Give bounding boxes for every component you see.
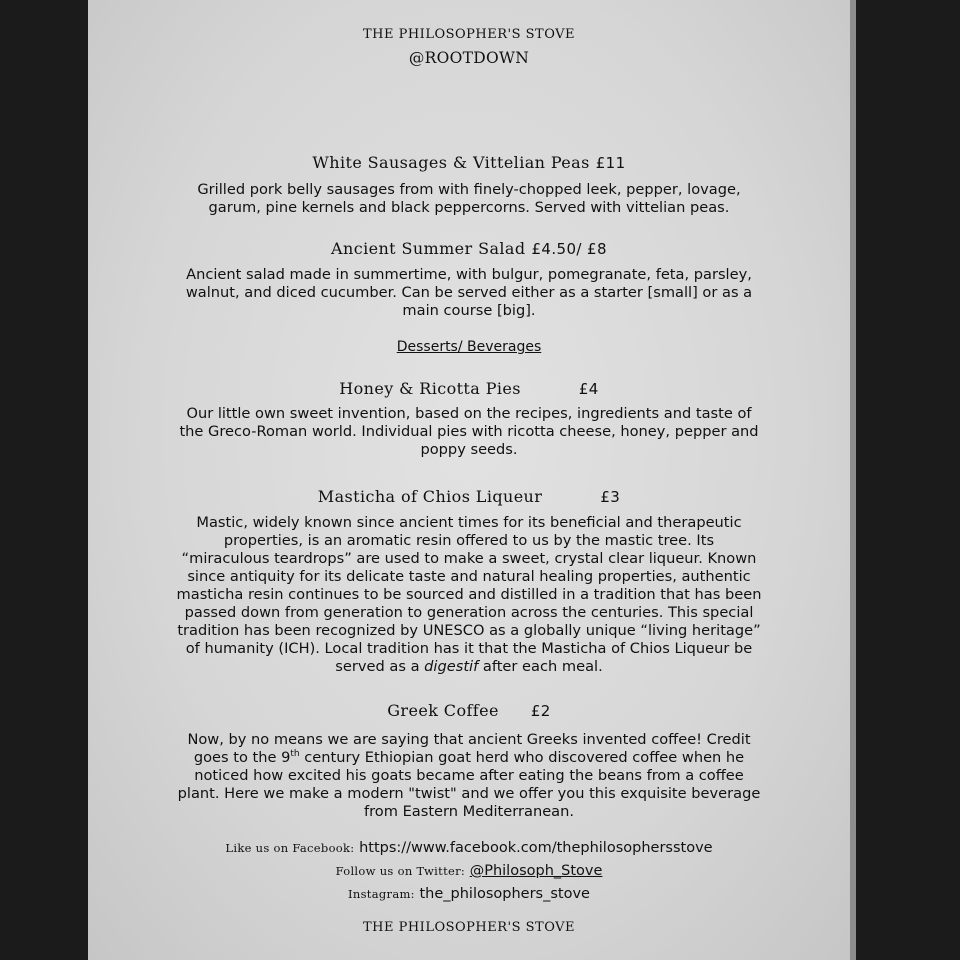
item-description-line: tradition has been recognized by UNESCO as a globally unique “living heritage” [177,622,761,639]
paper-edge [850,0,856,960]
item-description-line: passed down from generation to generation across the centuries. This special [184,604,754,621]
item-title [88,153,850,172]
item-price: £11 [595,154,626,172]
item-title [88,379,850,398]
item-title [88,239,850,258]
item-description-line: properties, is an aromatic resin offered to us by the mastic tree. Its [223,532,715,549]
text-run: goes to the 9 [193,749,291,766]
text-run: served as a [335,658,425,675]
item-price: £4.50/ £8 [531,240,607,258]
item-description-line: the Greco-Roman world. Individual pies with ricotta cheese, honey, pepper and [179,423,759,440]
item-description-line: “miraculous teardrops” are used to make a sweet, crystal clear liqueur. Known [181,550,757,567]
item-description-line: walnut, and diced cucumber. Can be served either as a starter [small] or as a [185,284,753,301]
item-description-line: of humanity (ICH). Local tradition has it that the Masticha of Chios Liqueur be [185,640,753,657]
text-run: century Ethiopian goat herd who discovered coffee when he [299,749,745,766]
item-title [88,701,850,720]
item-description-line [88,749,850,767]
item-description-line: garum, pine kernels and black peppercorns. Served with vittelian peas. [208,199,730,216]
item-description-line: since antiquity for its delicate taste and natural healing properties, authentic [187,568,751,585]
text-run: after each meal. [478,658,603,675]
item-price: £4 [578,380,599,398]
item-price: £3 [600,488,621,506]
facebook-label: Like us on Facebook: [225,841,355,855]
header-brand: THE PHILOSOPHER'S STOVE [362,27,576,42]
item-name: Honey & Ricotta Pies [339,379,521,398]
item-price: £2 [530,702,551,720]
item-description-line: plant. Here we make a modern "twist" and we offer you this exquisite beverage [177,785,761,802]
item-description-line [88,658,850,676]
item-name: Masticha of Chios Liqueur [317,487,543,506]
instagram-line [88,886,850,902]
section-heading: Desserts/ Beverages [396,339,542,355]
superscript: th [290,749,300,760]
twitter-label: Follow us on Twitter: [335,864,466,878]
item-description-line: from Eastern Mediterranean. [363,803,575,820]
item-description-line: poppy seeds. [420,441,518,458]
item-name: White Sausages & Vittelian Peas [312,153,590,172]
instagram-handle: the_philosophers_stove [419,886,590,902]
facebook-url: https://www.facebook.com/thephilosophersstove [359,840,713,856]
item-title [88,487,850,506]
instagram-label: Instagram: [348,887,415,901]
facebook-line [88,840,850,856]
twitter-handle: @Philosoph_Stove [469,863,603,879]
item-name: Greek Coffee [387,701,499,720]
item-description-line: Grilled pork belly sausages from with finely-chopped leek, pepper, lovage, [197,181,741,198]
item-description-line: Mastic, widely known since ancient times for its beneficial and therapeutic [196,514,742,531]
item-name: Ancient Summer Salad [331,239,526,258]
menu-paper [88,0,850,960]
item-description-line: Our little own sweet invention, based on the recipes, ingredients and taste of [186,405,752,422]
footer-brand: THE PHILOSOPHER'S STOVE [362,920,576,935]
item-description-line: main course [big]. [402,302,536,319]
text-run-italic: digestif [424,658,479,675]
item-description-line: masticha resin continues to be sourced and distilled in a tradition that has been [176,586,762,603]
item-description-line: noticed how excited his goats became after eating the beans from a coffee [194,767,744,784]
item-description-line: Ancient salad made in summertime, with bulgur, pomegranate, feta, parsley, [186,266,752,283]
header-handle: @ROOTDOWN [408,49,530,67]
item-description-line: Now, by no means we are saying that ancient Greeks invented coffee! Credit [187,731,751,748]
twitter-line [88,863,850,879]
